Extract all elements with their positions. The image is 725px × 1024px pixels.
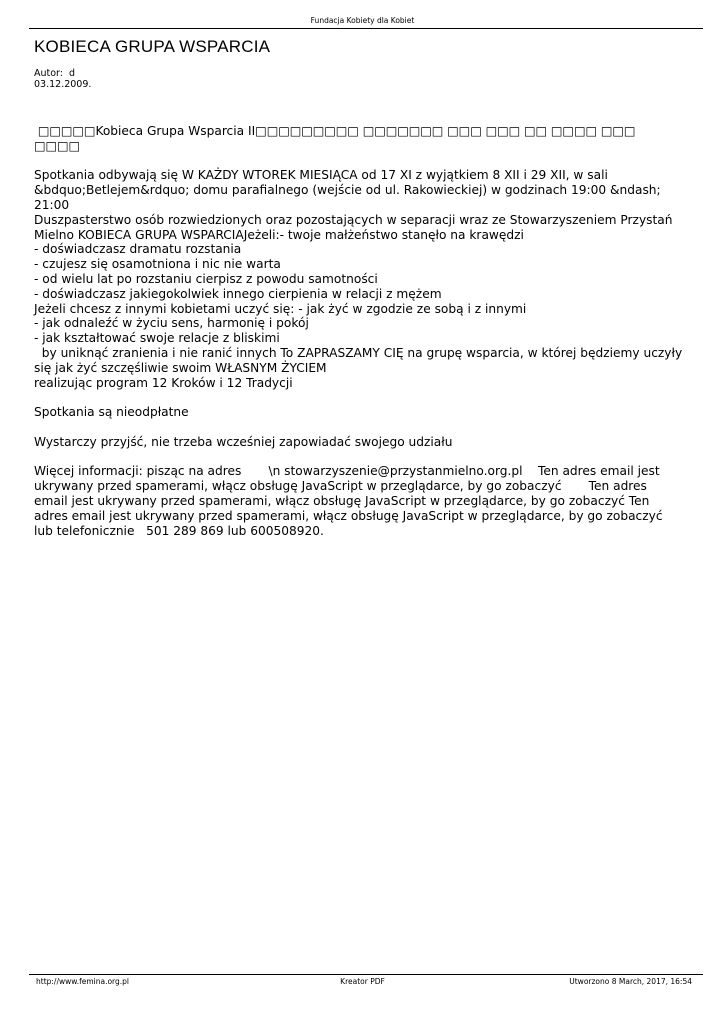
- no-registration-note: Wystarczy przyjść, nie trzeba wcześniej zapowiadać swojego udziału: [34, 434, 453, 449]
- article-subheading: □□□□□Kobieca Grupa Wsparcia II□□□□□□□□□ □□□□□□□ □□□ □□□ □□ □□□□ □□□ □□□□: [34, 124, 640, 153]
- contact-info: Więcej informacji: pisząc na adres \n stowarzyszenie@przystanmielno.org.pl Ten adres email jest ukrywany przed spamerami, włącz obsługę JavaScript w przeglądarce, by go zobaczyć Ten adres email jest ukrywany przed spamerami, włącz obsługę JavaScript w przeglądarce, by go zobaczyć Ten adres email jest ukrywany przed spamerami, włącz obsługę JavaScript w przeglądarce, by go zobaczyć lub telefonicznie 501 289 869 lub 600508920.: [34, 464, 667, 538]
- free-note: Spotkania są nieodpłatne: [34, 405, 189, 420]
- body-line: - doświadczasz dramatu rozstania: [34, 242, 242, 257]
- header-site-name: Fundacja Kobiety dla Kobiet: [310, 16, 415, 25]
- body-line: Jeżeli chcesz z innymi kobietami uczyć się: - jak żyć w zgodzie ze sobą i z innymi: [34, 301, 527, 316]
- article-date: 03.12.2009.: [34, 79, 92, 90]
- body-line: - doświadczasz jakiegokolwiek innego cierpienia w relacji z mężem: [34, 286, 442, 301]
- meeting-info-block: [34, 168, 687, 390]
- header-divider: [29, 28, 703, 29]
- footer-divider: [29, 974, 703, 975]
- body-line: by uniknąć zranienia i nie ranić innych To ZAPRASZAMY CIĘ na grupę wsparcia, w której będziemy uczyły się jak żyć szczęśliwie swoim WŁASNYM ŻYCIEM: [34, 345, 687, 375]
- body-line: - od wielu lat po rozstaniu cierpisz z powodu samotności: [34, 271, 378, 286]
- body-line: - jak odnaleźć w życiu sens, harmonię i pokój: [34, 316, 309, 331]
- footer-url: http://www.femina.org.pl: [36, 977, 129, 986]
- body-line: Duszpasterstwo osób rozwiedzionych oraz pozostających w separacji wraz ze Stowarzyszeniem Przystań Mielno KOBIECA GRUPA WSPARCIAJeżeli:- twoje małżeństwo stanęło na krawędzi: [34, 212, 673, 242]
- article-body: [34, 124, 687, 553]
- body-line: - czujesz się osamotniona i nic nie warta: [34, 257, 281, 272]
- footer-generator: Kreator PDF: [340, 977, 385, 986]
- body-line: Spotkania odbywają się W KAŻDY WTOREK MIESIĄCA od 17 XI z wyjątkiem 8 XII i 29 XII, w sali &bdquo;Betlejem&rdquo; domu parafialnego (wejście od ul. Rakowieckiej) w godzinach 19:00 &ndash; 21:00: [34, 168, 661, 212]
- article-author: Autor: d: [34, 68, 76, 79]
- body-line: - jak kształtować swoje relacje z bliskimi: [34, 331, 280, 346]
- article-title: KOBIECA GRUPA WSPARCIA: [34, 37, 271, 56]
- footer-created: Utworzono 8 March, 2017, 16:54: [569, 977, 692, 986]
- body-line: realizując program 12 Kroków i 12 Tradycji: [34, 375, 293, 390]
